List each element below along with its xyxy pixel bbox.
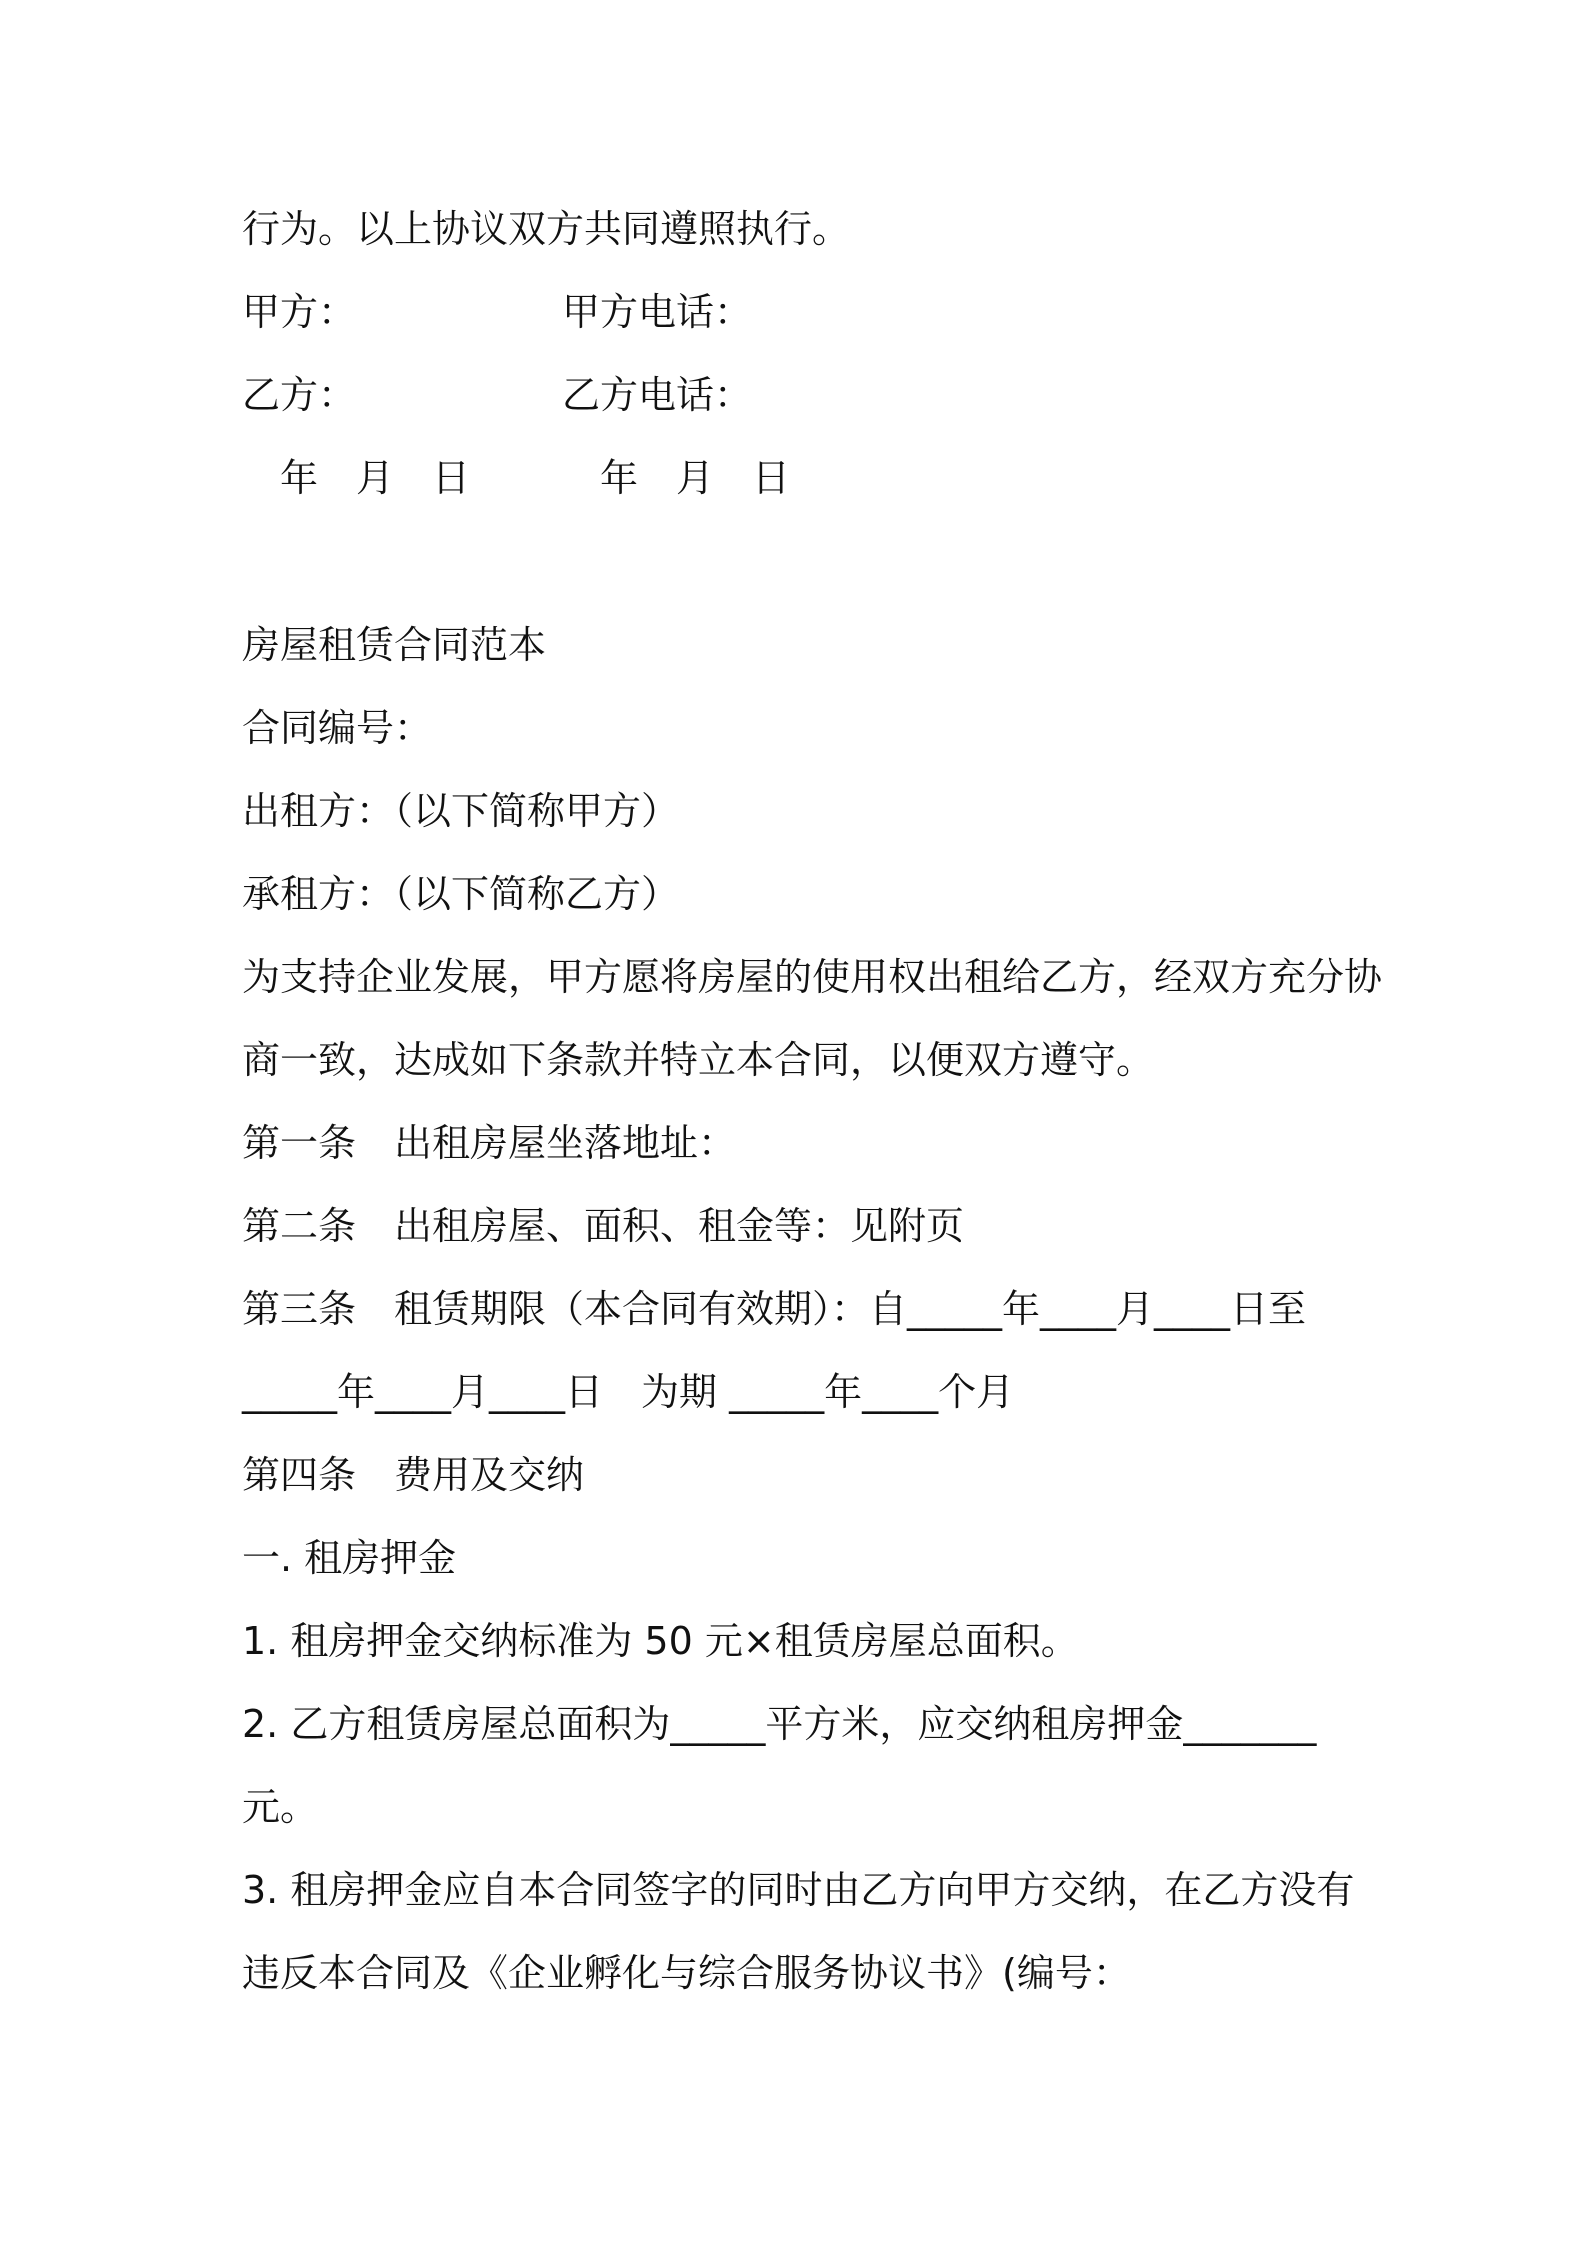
- contract-number-label: 合同编号：: [242, 706, 433, 750]
- article-2: 第二条 出租房屋、面积、租金等：见附页: [242, 1204, 965, 1248]
- item-2-line-1: 2. 乙方租赁房屋总面积为_____平方米，应交纳租房押金_______: [242, 1702, 1317, 1746]
- item-3-line-1: 3. 租房押金应自本合同签字的同时由乙方向甲方交纳，在乙方没有: [242, 1868, 1355, 1912]
- article-3-line-2: _____年____月____日 为期 _____年____个月: [242, 1370, 1015, 1414]
- item-2-line-2: 元。: [242, 1785, 319, 1829]
- party-a-label: 甲方：: [242, 290, 357, 334]
- article-4: 第四条 费用及交纳: [242, 1453, 585, 1497]
- signature-date-b: 年 月 日: [600, 456, 791, 500]
- intro-line-1: 为支持企业发展，甲方愿将房屋的使用权出租给乙方，经双方充分协: [242, 955, 1383, 999]
- article-3-line-1: 第三条 租赁期限（本合同有效期）：自_____年____月____日至: [242, 1287, 1307, 1331]
- party-b-label: 乙方：: [242, 373, 357, 417]
- party-b-phone-label: 乙方电话：: [562, 373, 753, 417]
- party-a-phone-label: 甲方电话：: [562, 290, 753, 334]
- item-1: 1. 租房押金交纳标准为 50 元×租赁房屋总面积。: [242, 1619, 1079, 1663]
- article-1: 第一条 出租房屋坐落地址：: [242, 1121, 737, 1165]
- document-title: 房屋租赁合同范本: [242, 623, 547, 667]
- lessor-line: 出租方：（以下简称甲方）: [242, 789, 680, 833]
- section-1-heading: 一. 租房押金: [242, 1536, 457, 1580]
- lessee-line: 承租方：（以下简称乙方）: [242, 872, 680, 916]
- closing-line: 行为。以上协议双方共同遵照执行。: [242, 207, 851, 251]
- signature-date-a: 年 月 日: [280, 456, 471, 500]
- intro-line-2: 商一致，达成如下条款并特立本合同，以便双方遵守。: [242, 1038, 1155, 1082]
- item-3-line-2: 违反本合同及《企业孵化与综合服务协议书》(编号：: [242, 1951, 1131, 1995]
